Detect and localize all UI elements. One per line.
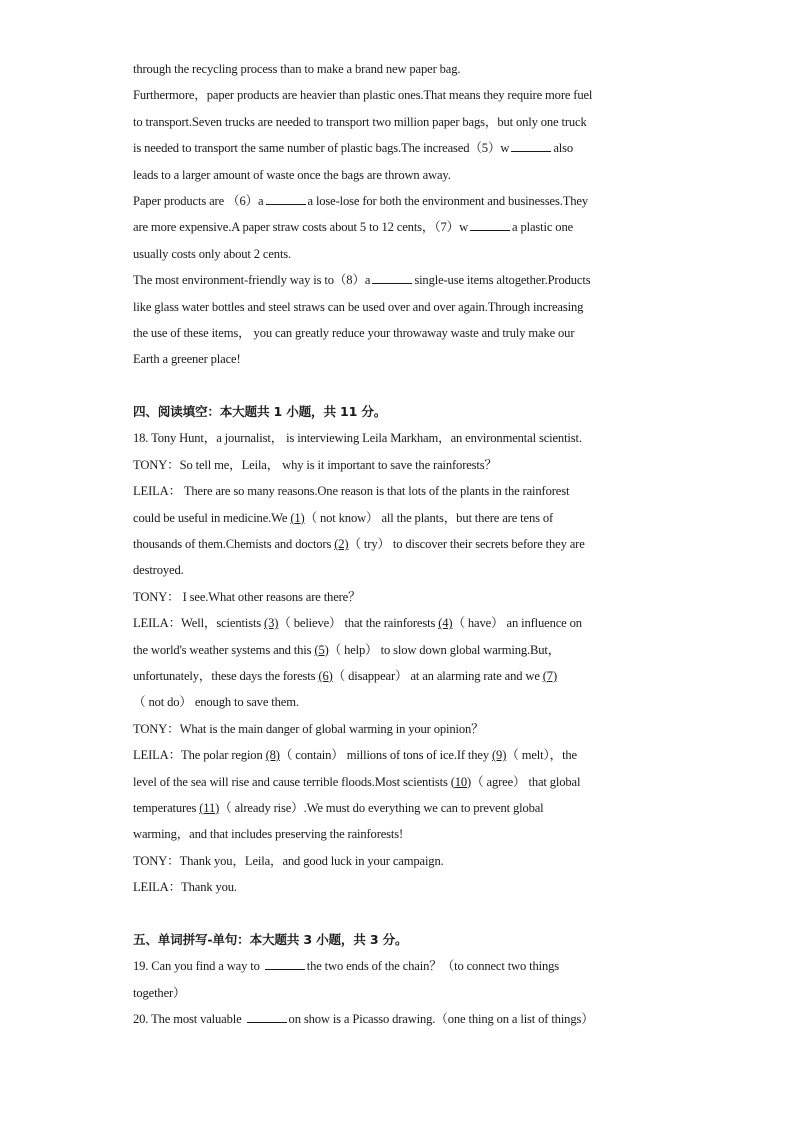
text-segment: （ not know） all the plants，but there are tens of	[304, 510, 554, 525]
blank-9[interactable]: (9)	[492, 748, 507, 763]
blank-7[interactable]: (7)	[542, 668, 558, 683]
text-segment: （ try） to discover their secrets before they are	[348, 537, 585, 552]
text-segment: single-use items altogether.Products	[414, 273, 591, 288]
text-segment: thousands of them.Chemists and doctors	[133, 537, 335, 552]
text-segment: （ already rise）.We must do everything we can to prevent global	[219, 800, 544, 815]
text-line: Earth a greener place!	[133, 352, 241, 367]
text-segment: the world's weather systems and this	[133, 642, 315, 657]
text-line: leads to a larger amount of waste once the bags are thrown away.	[133, 167, 451, 182]
text-segment: unfortunately，these days the forests	[133, 668, 319, 683]
section-reading-fill	[133, 399, 673, 900]
blank-1[interactable]: (1)	[290, 510, 305, 525]
text-line	[133, 742, 673, 768]
text-segment: （ believe） that the rainforests	[278, 616, 439, 631]
answer-blank-5[interactable]	[511, 139, 551, 152]
text-line	[133, 188, 673, 214]
text-line: 18. Tony Hunt，a journalist， is interviewing Leila Markham，an environmental scientist.	[133, 431, 582, 446]
text-segment: Paper products are （6）a	[133, 193, 264, 208]
text-line: destroyed.	[133, 563, 184, 578]
text-segment: a lose-lose for both the environment and businesses.They	[307, 193, 588, 208]
text-line: TONY：Thank you，Leila，and good luck in your campaign.	[133, 853, 444, 868]
text-line: （ not do） enough to save them.	[133, 695, 299, 710]
text-line: through the recycling process than to make a brand new paper bag.	[133, 62, 461, 76]
text-line: the use of these items， you can greatly reduce your throwaway waste and truly make our	[133, 325, 575, 340]
text-segment: （ agree） that global	[471, 774, 581, 789]
text-line: TONY：What is the main danger of global warming in your opinion？	[133, 721, 484, 736]
text-line	[133, 505, 673, 531]
section-word-spelling	[133, 927, 673, 1033]
text-line	[133, 135, 673, 161]
text-line: TONY： I see.What other reasons are there？	[133, 589, 361, 604]
text-segment: 19. Can you find a way to	[133, 959, 263, 974]
text-segment: level of the sea will rise and cause terrible floods.Most scientists	[133, 774, 451, 789]
text-segment: （ help） to slow down global warming.But，	[328, 642, 561, 657]
text-segment: （ melt），the	[506, 748, 577, 763]
text-segment: on show is a Picasso drawing.（one thing on a list of things）	[288, 1012, 594, 1027]
blank-3[interactable]: (3)	[264, 616, 279, 631]
text-segment: a plastic one	[512, 220, 574, 235]
blank-10[interactable]: (10)	[450, 774, 472, 789]
blank-5[interactable]: (5)	[314, 642, 329, 657]
text-segment: also	[553, 141, 574, 156]
blank-8[interactable]: (8)	[265, 748, 280, 763]
question-19	[133, 953, 673, 979]
text-line: LEILA： There are so many reasons.One reason is that lots of the plants in the rainforest	[133, 484, 570, 499]
section-gap	[133, 901, 673, 927]
text-line: warming，and that includes preserving the rainforests!	[133, 827, 404, 842]
blank-6[interactable]: (6)	[318, 668, 333, 683]
section-gap	[133, 373, 673, 399]
text-line	[133, 267, 673, 293]
text-line	[133, 214, 673, 240]
text-line: Furthermore，paper products are heavier than plastic ones.That means they require more fuel	[133, 88, 593, 103]
answer-blank-20[interactable]	[247, 1010, 287, 1023]
text-segment: （ disappear） at an alarming rate and we	[332, 668, 543, 683]
answer-blank-19[interactable]	[265, 957, 305, 970]
blank-2[interactable]: (2)	[334, 537, 349, 552]
blank-4[interactable]: (4)	[438, 616, 453, 631]
text-segment: The most environment-friendly way is to（8）a	[133, 273, 371, 288]
text-line: together）	[133, 985, 186, 1000]
text-line: LEILA：Thank you.	[133, 880, 237, 895]
text-segment: could be useful in medicine.We	[133, 510, 291, 525]
text-line	[133, 769, 673, 795]
document-page	[133, 56, 673, 1032]
answer-blank-6[interactable]	[266, 192, 306, 205]
text-segment: （ contain） millions of tons of ice.If they	[279, 748, 492, 763]
text-line	[133, 663, 673, 689]
text-line: usually costs only about 2 cents.	[133, 246, 292, 261]
section-heading: 四、阅读填空：本大题共 1 小题，共 11 分。	[133, 404, 387, 420]
text-line	[133, 795, 673, 821]
text-line	[133, 610, 673, 636]
text-line: TONY：So tell me，Leila， why is it important to save the rainforests？	[133, 457, 497, 472]
text-line: to transport.Seven trucks are needed to transport two million paper bags，but only one truck	[133, 114, 587, 129]
text-segment: LEILA：Well，scientists	[133, 616, 265, 631]
text-line	[133, 531, 673, 557]
text-segment: （ have） an influence on	[452, 616, 582, 631]
text-line	[133, 637, 673, 663]
text-segment: LEILA：The polar region	[133, 748, 266, 763]
question-20	[133, 1006, 673, 1032]
answer-blank-7[interactable]	[470, 218, 510, 231]
text-segment: temperatures	[133, 800, 200, 815]
text-line: like glass water bottles and steel straws can be used over and over again.Through increasing	[133, 299, 584, 314]
answer-blank-8[interactable]	[372, 271, 412, 284]
text-segment: the two ends of the chain？（to connect two things	[306, 959, 560, 974]
text-segment: is needed to transport the same number of plastic bags.The increased（5）w	[133, 141, 510, 156]
text-segment: are more expensive.A paper straw costs about 5 to 12 cents，（7）w	[133, 220, 469, 235]
text-segment: 20. The most valuable	[133, 1012, 245, 1027]
passage-tail	[133, 56, 673, 373]
blank-11[interactable]: (11)	[199, 800, 220, 815]
section-heading: 五、单词拼写-单句：本大题共 3 小题，共 3 分。	[133, 931, 408, 947]
